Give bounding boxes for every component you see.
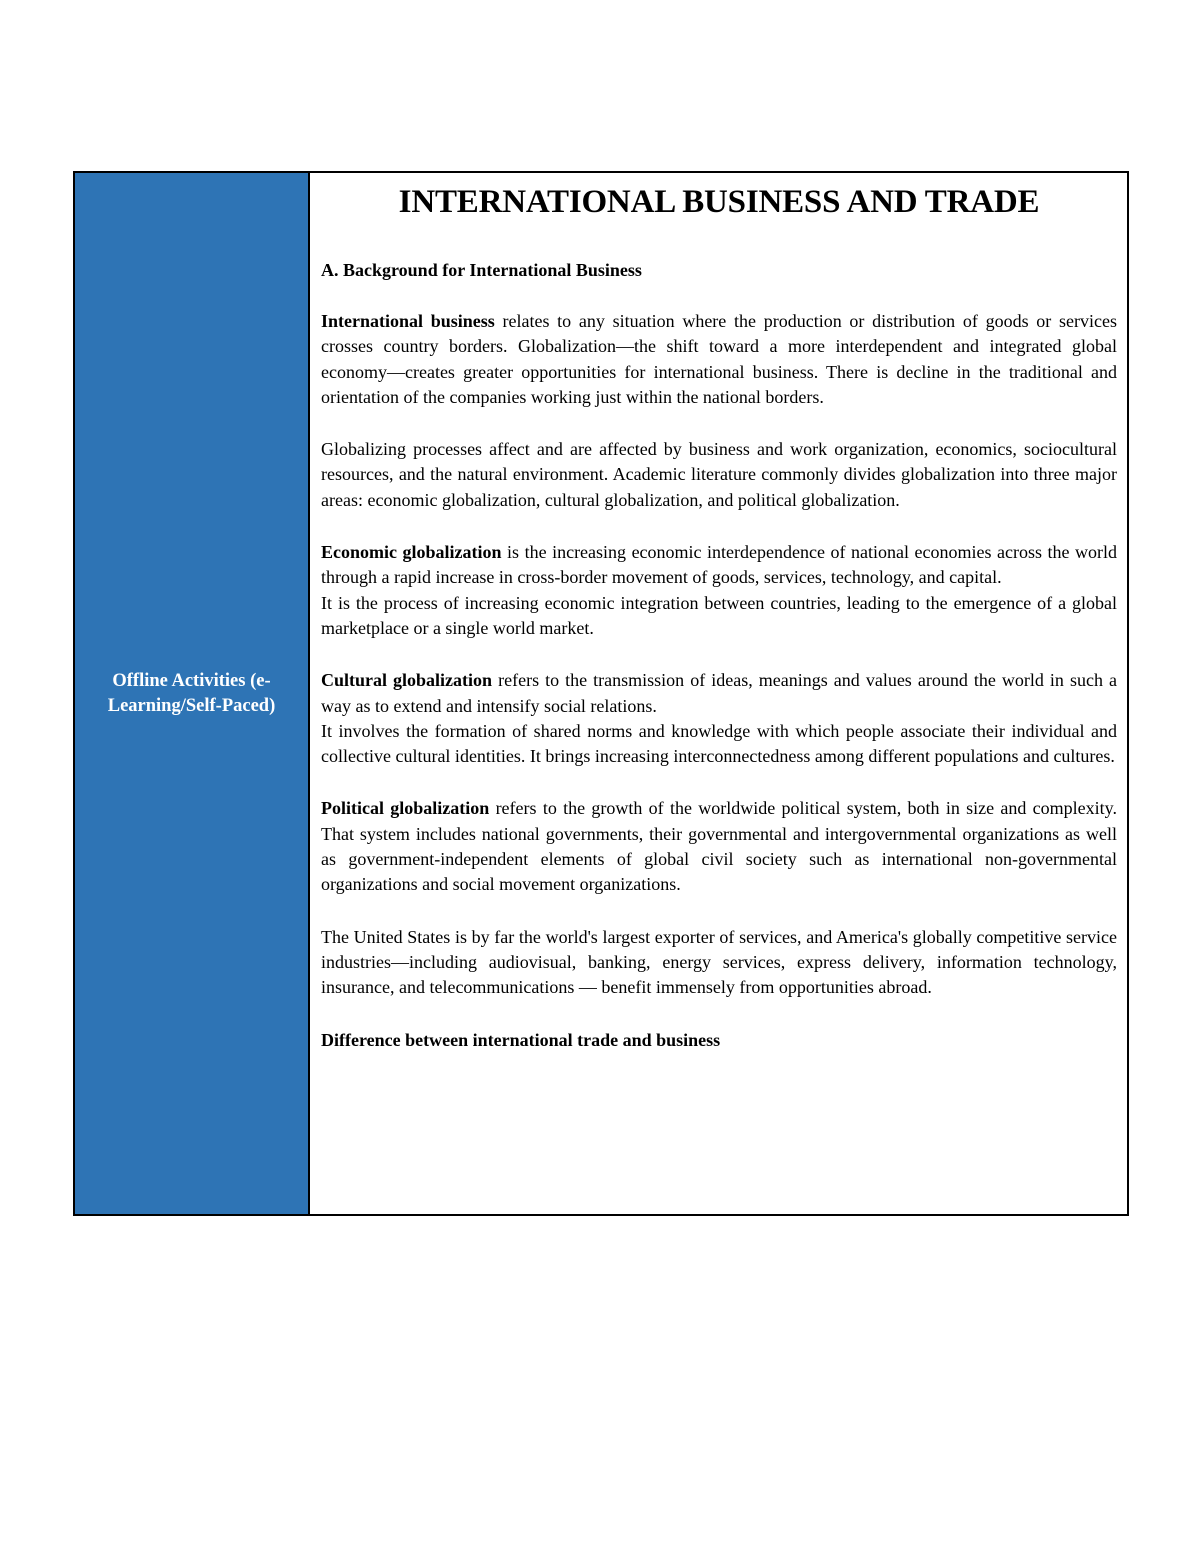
paragraph-economic-globalization-cont (321, 591, 1117, 642)
paragraph-economic-globalization (321, 540, 1117, 591)
paragraph-text: relates to any situation where the production or distribution of goods or services crosses country borders. Globalization—the shift toward a more interdependent and integrated global economy—creates greater opportunities for international business. There is decline in the traditional and orientation of the companies working just within the national borders. (321, 311, 1117, 407)
document-title: INTERNATIONAL BUSINESS AND TRADE (398, 184, 1040, 220)
term-economic-globalization: Economic globalization (321, 542, 502, 563)
term-cultural-globalization: Cultural globalization (321, 670, 493, 691)
paragraph-cultural-globalization-cont (321, 719, 1117, 770)
paragraph-text: It involves the formation of shared norms and knowledge with which people associate their individual and collective cultural identities. It brings increasing interconnectedness among different populations and cultures. (321, 720, 1117, 767)
paragraph-cultural-globalization (321, 668, 1117, 719)
content-table (73, 171, 1129, 1216)
paragraph-united-states-services (321, 925, 1117, 1001)
paragraph-text: Globalizing processes affect and are affected by business and work organization, economics, sociocultural resources, and the natural environment. Academic literature commonly divides globalization into three major areas: economic globalization, cultural globalization, and political globalization. (321, 439, 1117, 510)
section-heading: A. Background for International Business (321, 260, 642, 280)
sidebar-label: Offline Activities (e-Learning/Self-Paced) (107, 670, 276, 716)
paragraph-text: refers to the transmission of ideas, meanings and values around the world in such a way as to extend and intensify social relations. (321, 670, 1117, 716)
paragraph-globalizing-processes (321, 437, 1117, 513)
difference-heading: Difference between international trade and business (321, 1029, 721, 1050)
main-content-cell (310, 173, 1127, 1214)
paragraph-text: It is the process of increasing economic integration between countries, leading to the emergence of a global marketplace or a single world market. (321, 592, 1117, 638)
sidebar-cell (75, 173, 310, 1214)
term-international-business: International business (321, 311, 495, 331)
paragraph-text: The United States is by far the world's largest exporter of services, and America's globally competitive service industries—including audiovisual, banking, energy services, express delivery, information technology, insurance, and telecommunications — benefit immensely from opportunities abroad. (321, 926, 1117, 998)
term-political-globalization: Political globalization (321, 798, 490, 819)
paragraph-international-business (321, 309, 1117, 410)
paragraph-text: is the increasing economic interdependence of national economies across the world through a rapid increase in cross-border movement of goods, services, technology, and capital. (321, 542, 1118, 588)
paragraph-political-globalization (321, 796, 1117, 897)
paragraph-text: refers to the growth of the worldwide political system, both in size and complexity. That system includes national governments, their governmental and intergovernmental organizations as well as government-independent elements of global civil society such as international non-governmental organizations and social movement organizations. (321, 798, 1117, 895)
